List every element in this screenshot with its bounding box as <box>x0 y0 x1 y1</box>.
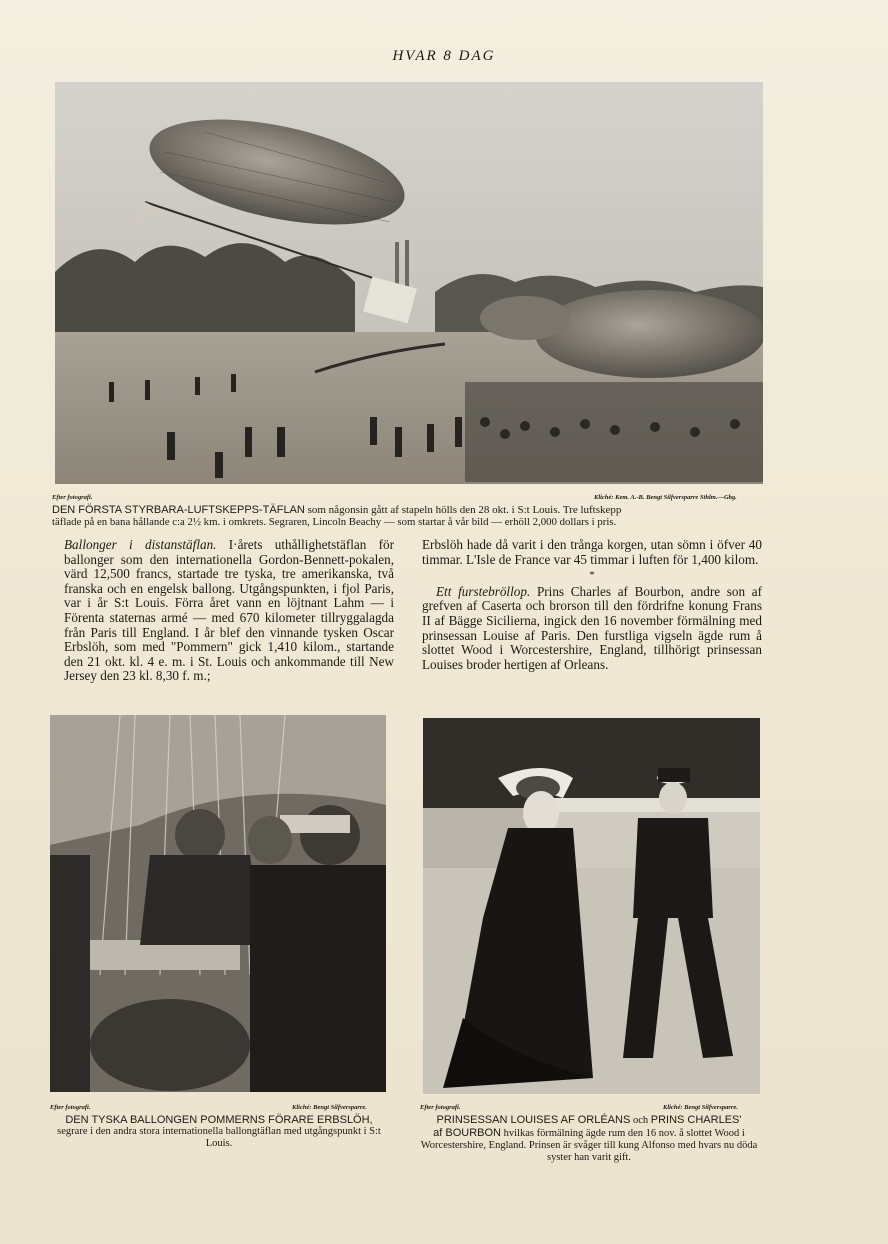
bottom-right-caption-line1 <box>416 1114 762 1127</box>
bottom-right-caption-title: PRINSESSAN LOUISES AF ORLÉANS <box>436 1114 631 1126</box>
prince-princess-photo <box>423 718 760 1094</box>
top-caption-title: DEN FÖRSTA STYRBARA-LUFTSKEPPS-TÄFLAN <box>52 504 305 516</box>
bottom-left-credit: Efter fotografi. <box>50 1104 91 1111</box>
balloon-basket-photo <box>50 715 386 1092</box>
airship-race-photo <box>55 82 763 484</box>
article-left-body: I·årets uthållighetstäflan för ballonger som den internationella Gordon-Bennett-pokalen, värd 12,500 francs, startade tre tyska, tre amerikanska, två franska och en engelsk ballong. Utgångspunkten, i fjol Paris, var i år S:t Louis. Förra året vann en löjtnant Lahm — i Förenta staternas armé — med 670 kilometer tillryggalagda från Paris till England. I år blef den vinnande tysken Oscar Erbslöh, som med "Pommern" gick 1,410 kilom., startande den 21 okt. kl. 4 e. m. i St. Louis och ankommande till New Jersey den 23 kl. 8,30 f. m.; <box>64 537 395 684</box>
bottom-right-caption-bourbon: af BOURBON <box>433 1127 502 1139</box>
top-caption <box>52 504 764 528</box>
royal-couple-photo-icon <box>423 718 760 1094</box>
article-left <box>64 538 394 684</box>
top-caption-line2: täflade på en bana hållande c:a 2½ km. i omkrets. Segraren, Lincoln Beachy — som startar å vår bild — erhöll 2,000 dollars i pris. <box>52 516 617 528</box>
top-caption-line1-rest: som någonsin gått af stapeln hölls den 28 okt. i S:t Louis. Tre luftskepp <box>307 504 622 516</box>
page-header: HVAR 8 DAG <box>392 48 496 64</box>
top-photo-cliche: Kliché: Kem. A.-B. Bengt Silfversparre Sthlm.—Gbg. <box>594 494 737 501</box>
article-right-continuation: Erbslöh hade då varit i den trånga korgen, utan sömn i öfver 40 timmar. L'Isle de France var 45 timmar i luften för 1,400 kilom. <box>422 537 762 567</box>
bottom-left-caption-text: segrare i den andra stora internationella ballongtäflan med utgångspunkt i S:t Louis. <box>57 1126 381 1149</box>
bottom-right-cliche: Kliché: Bengt Silfversparre. <box>663 1104 738 1111</box>
bottom-right-caption-och: och <box>632 1115 649 1126</box>
bottom-right-caption-line2 <box>416 1127 762 1164</box>
article-right-body: Prins Charles af Bourbon, andre son af grefven af Caserta och brorson till den fördrifne konung Frans II af Bägge Sicilierna, ingick den 16 november förmälning med prinsessan Louise af Paris. Den furstliga vigseln ägde rum å slottet Wood i Worcestershire, England, tillhörigt prinsessan Louises broder hertigen af Orleans. <box>422 583 762 672</box>
section-separator: * <box>589 570 595 582</box>
article-left-heading: Ballonger i distanstäflan. <box>64 537 217 552</box>
bottom-right-caption-text: hvilkas förmälning ägde rum den 16 nov. å slottet Wood i Worcestershire, England. Prinsen är svåger till kung Alfonso med hvars nu döda syster han varit gift. <box>420 1128 758 1163</box>
bottom-right-caption <box>416 1114 762 1164</box>
article-right <box>422 538 762 672</box>
bottom-left-caption <box>46 1114 392 1150</box>
bottom-left-caption-title: DEN TYSKA BALLONGEN POMMERNS FÖRARE ERBSLÖH, <box>65 1114 373 1126</box>
bottom-right-caption-title2: PRINS CHARLES' <box>650 1114 742 1126</box>
top-caption-line1 <box>52 504 764 516</box>
balloon-crew-photo-icon <box>50 715 386 1092</box>
article-right-heading: Ett furstebröllop. <box>436 583 531 599</box>
bottom-right-credit: Efter fotografi. <box>420 1104 461 1111</box>
airship-race-photo-icon <box>55 82 763 484</box>
top-photo-credit: Efter fotografi. <box>52 494 93 501</box>
bottom-left-cliche: Kliché: Bengt Silfversparre. <box>292 1104 367 1111</box>
